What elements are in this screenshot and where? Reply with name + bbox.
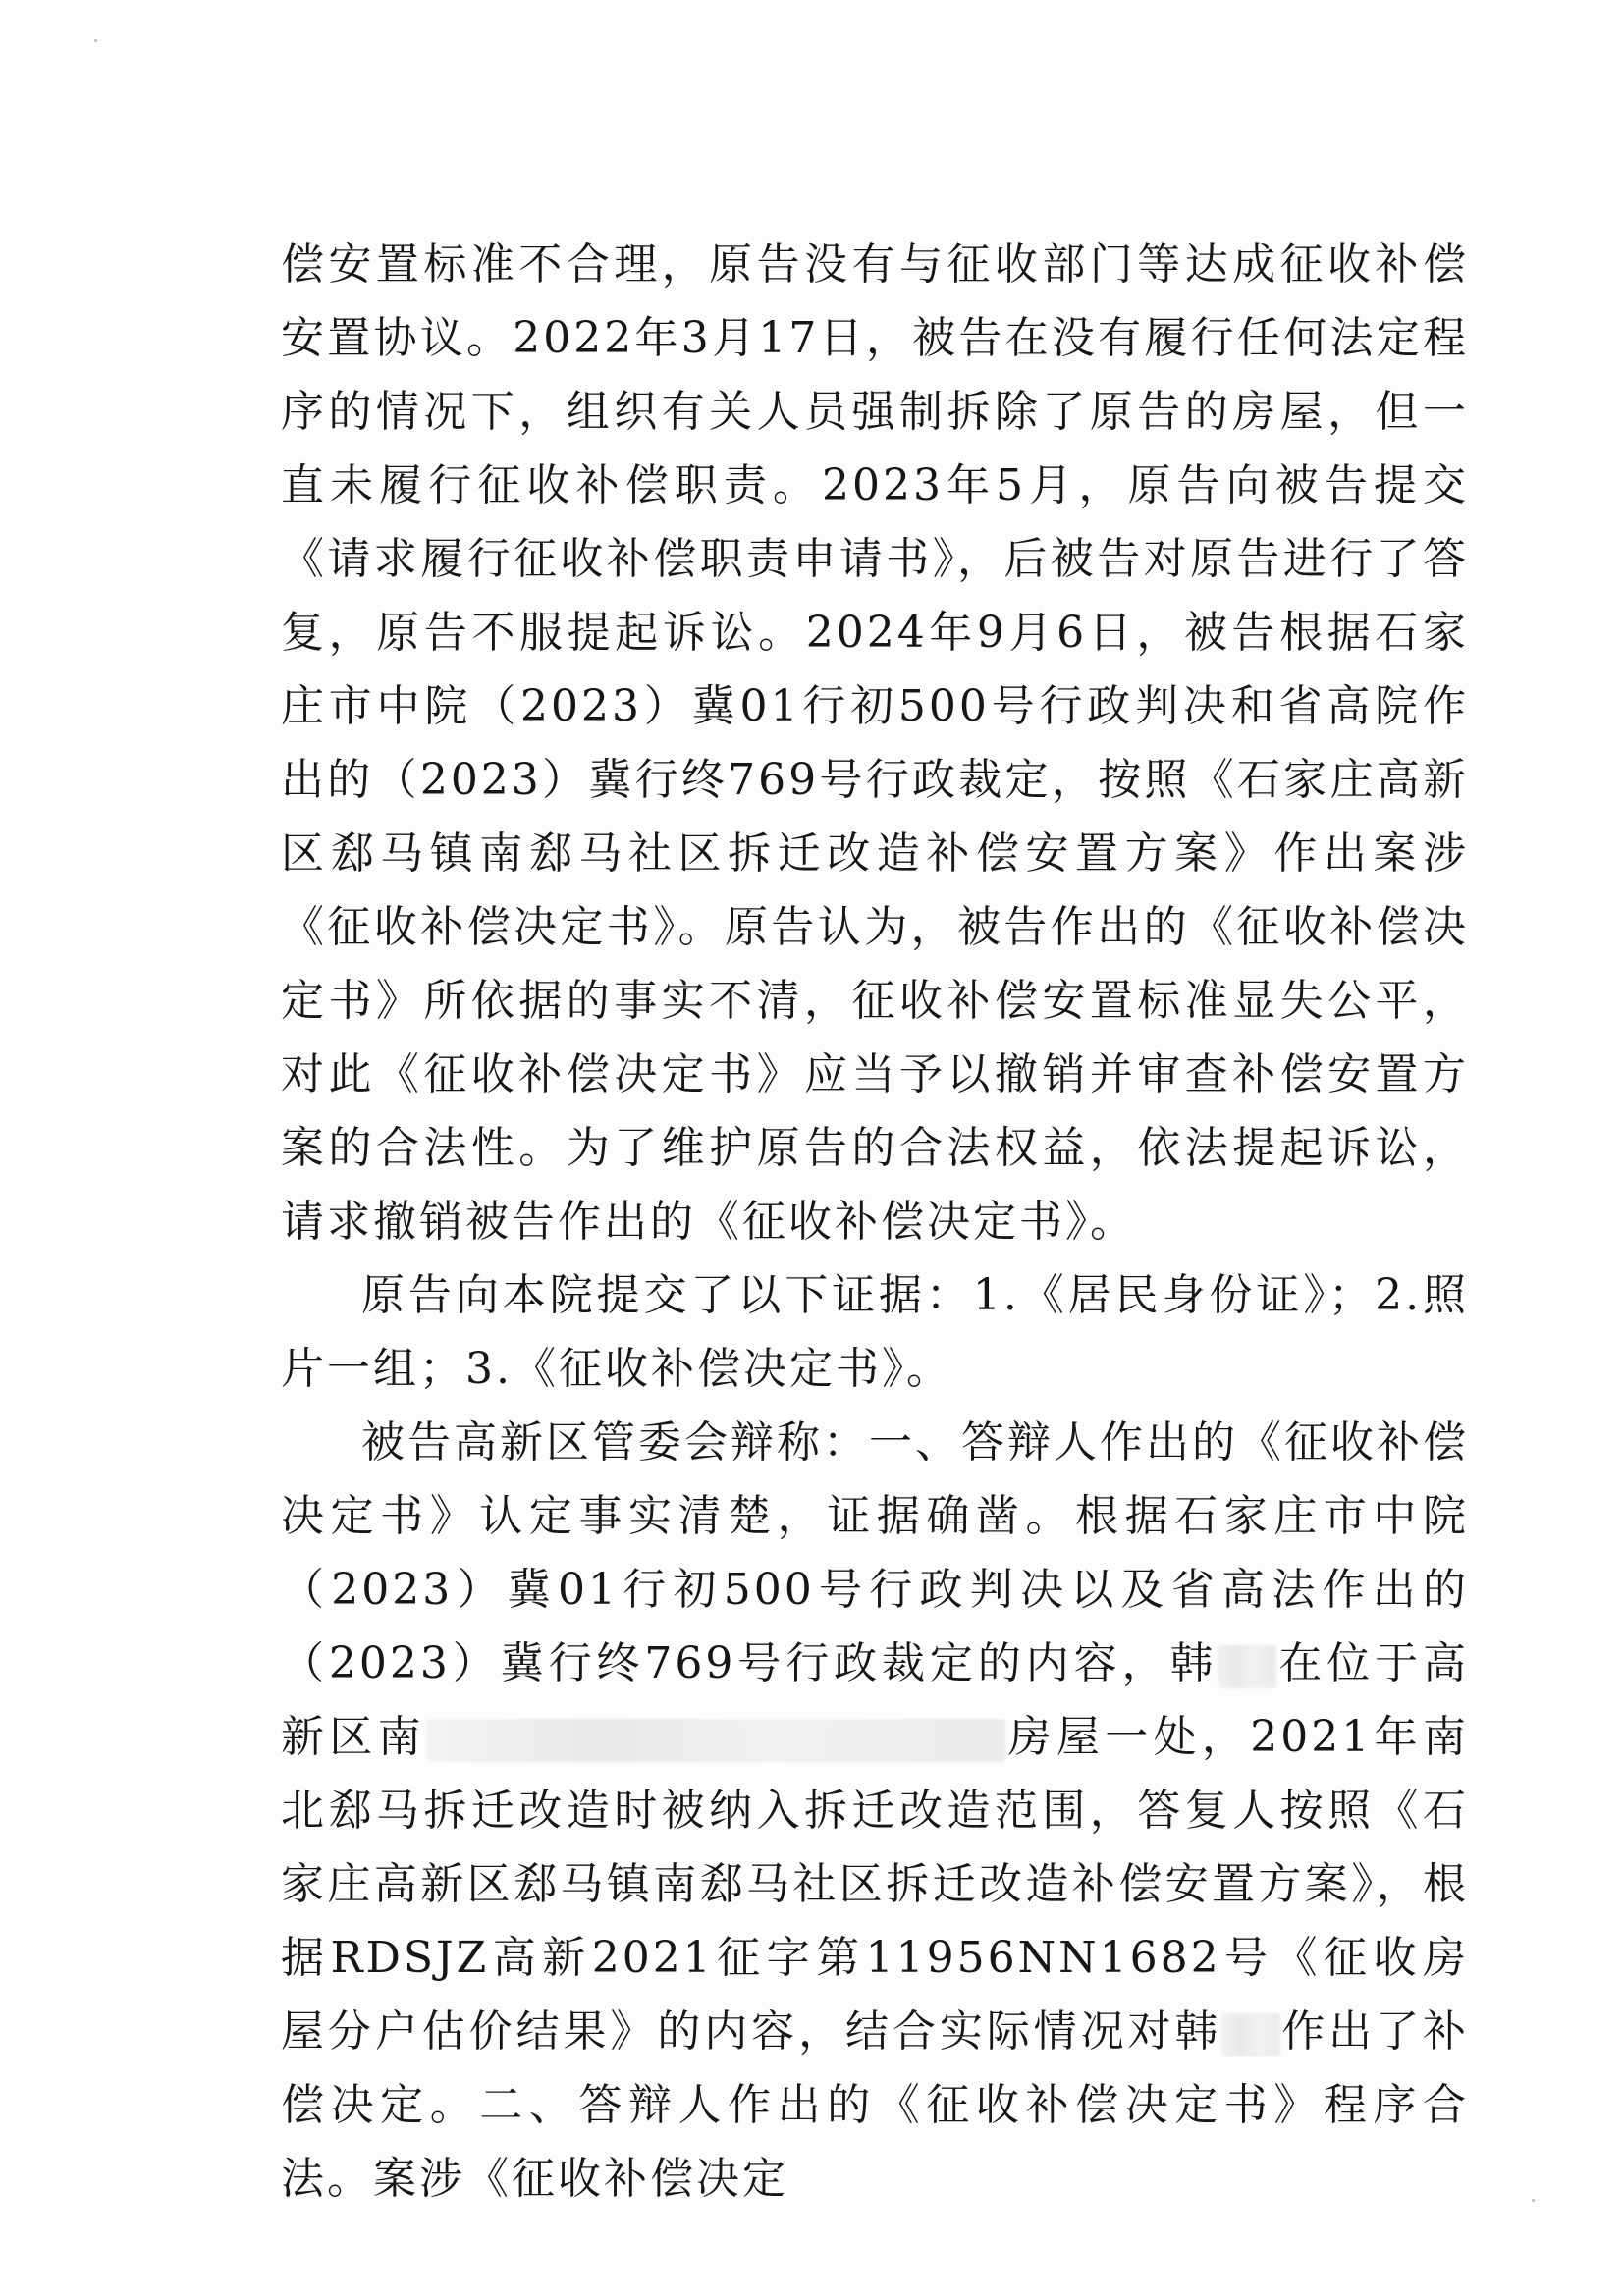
paragraph-text: 偿安置标准不合理，原告没有与征收部门等达成征收补偿安置协议。2022年3月17日，被告在没有履行任何法定程序的情况下，组织有关人员强制拆除了原告的房屋，但一直未履行征收补偿职责。2023年5月，原告向被告提交《请求履行征收补偿职责申请书》，后被告对原告进行了答复，原告不服提起诉讼。2024年9月6日，被告根据石家庄市中院（2023）冀01行初500号行政判决和省高院作出的（2023）冀行终769号行政裁定，按照《石家庄高新区郄马镇南郄马社区拆迁改造补偿安置方案》作出案涉《征收补偿决定书》。原告认为，被告作出的《征收补偿决定书》所依据的事实不清，征收补偿安置标准显失公平，对此《征收补偿决定书》应当予以撤销并审查补偿安置方案的合法性。为了维护原告的合法权益，依法提起诉讼，请求撤销被告作出的《征收补偿决定书》。: [281, 240, 1469, 1247]
redacted-text: [1221, 2013, 1280, 2056]
document-body: [281, 228, 1469, 2216]
paragraph: [281, 1258, 1469, 1406]
scan-speck: [1532, 2199, 1535, 2202]
scan-speck: [94, 39, 97, 42]
redacted-text: [426, 1719, 1005, 1762]
paragraph: [281, 1406, 1469, 2216]
paragraph-text: 房屋一处，2021年南北郄马拆迁改造时被纳入拆迁改造范围，答复人按照《石家庄高新区郄马镇南郄马社区拆迁改造补偿安置方案》，根据RDSJZ高新2021征字第11956NN1682号《征收房屋分户估价结果》的内容，结合实际情况对韩: [281, 1712, 1470, 2056]
paragraph-text: 在位于高新区南: [281, 1638, 1469, 1762]
paragraph-text: 作出了补偿决定。二、答辩人作出的《征收补偿决定书》程序合法。案涉《征收补偿决定: [281, 2006, 1470, 2204]
paragraph-text: 被告高新区管委会辩称：一、答辩人作出的《征收补偿决定书》认定事实清楚，证据确凿。根据石家庄市中院（2023）冀01行初500号行政判决以及省高法作出的（2023）冀行终769号行政裁定的内容，韩: [281, 1417, 1469, 1688]
paragraph-text: 原告向本院提交了以下证据：1.《居民身份证》；2.照片一组；3.《征收补偿决定书》。: [281, 1270, 1469, 1394]
redacted-text: [1218, 1645, 1276, 1688]
paragraph: [281, 228, 1469, 1258]
